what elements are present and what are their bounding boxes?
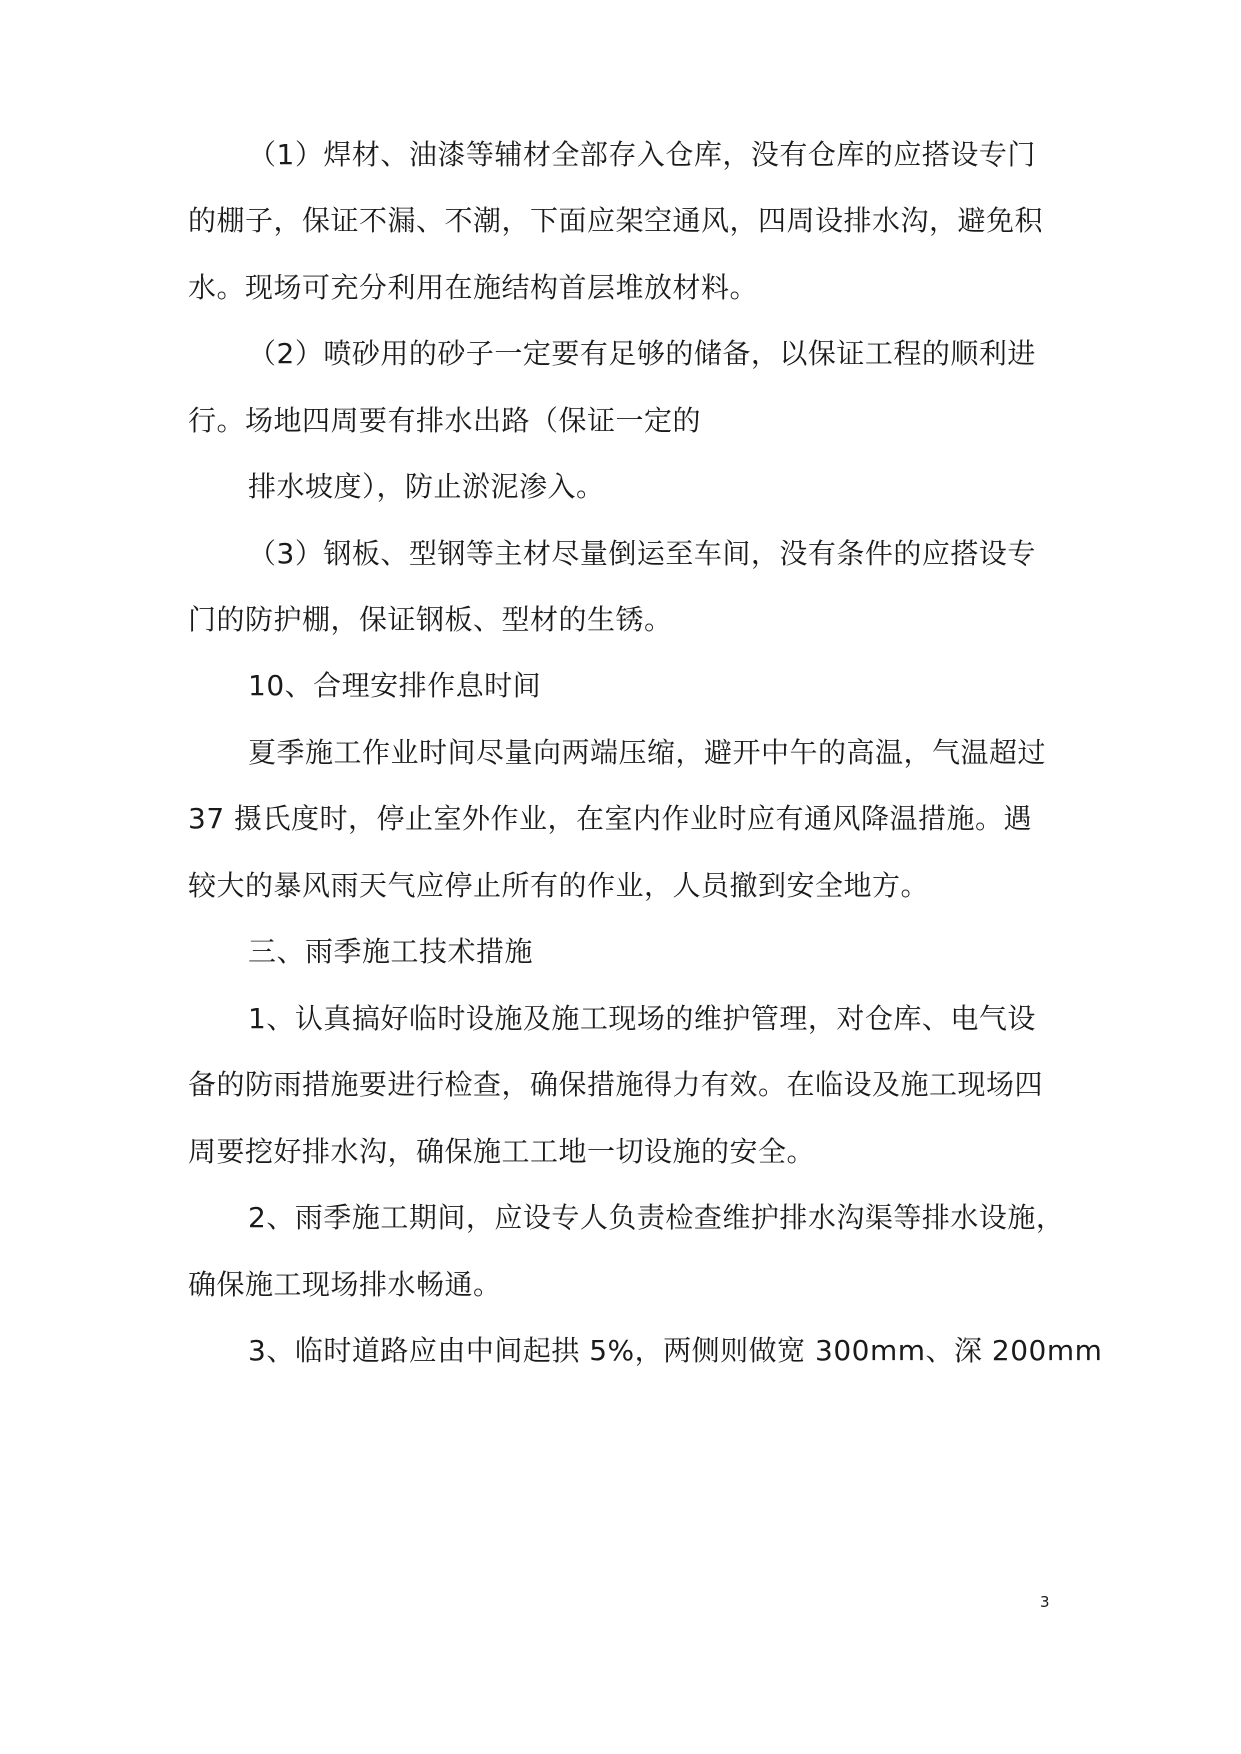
text-line: （1）焊材、油漆等辅材全部存入仓库，没有仓库的应搭设专门 [248, 138, 1036, 171]
text-line: 排水坡度），防止淤泥渗入。 [248, 470, 605, 503]
text-line: 行。场地四周要有排水出路（保证一定的 [188, 404, 702, 437]
text-line: 较大的暴风雨天气应停止所有的作业，人员撤到安全地方。 [188, 869, 930, 902]
page-number: 3 [1040, 1593, 1050, 1611]
text-line: （3）钢板、型钢等主材尽量倒运至车间，没有条件的应搭设专 [248, 537, 1036, 570]
text-line: 周要挖好排水沟，确保施工工地一切设施的安全。 [188, 1135, 816, 1168]
text-line: 2、雨季施工期间，应设专人负责检查维护排水沟渠等排水设施， [248, 1201, 1065, 1234]
section-heading: 10、合理安排作息时间 [248, 669, 542, 702]
section-heading: 三、雨季施工技术措施 [248, 935, 534, 968]
text-line: 水。现场可充分利用在施结构首层堆放材料。 [188, 271, 759, 304]
text-line: 确保施工现场排水畅通。 [188, 1268, 502, 1301]
text-line: 备的防雨措施要进行检查，确保措施得力有效。在临设及施工现场四 [188, 1068, 1044, 1101]
text-line: 37 摄氏度时，停止室外作业，在室内作业时应有通风降温措施。遇 [188, 802, 1033, 835]
text-line: 3、临时道路应由中间起拱 5%，两侧则做宽 300mm、深 200mm [248, 1334, 1103, 1367]
text-line: 夏季施工作业时间尽量向两端压缩，避开中午的高温，气温超过 [248, 736, 1047, 769]
text-line: （2）喷砂用的砂子一定要有足够的储备，以保证工程的顺利进 [248, 337, 1036, 370]
text-line: 的棚子，保证不漏、不潮，下面应架空通风，四周设排水沟，避免积 [188, 204, 1044, 237]
text-line: 1、认真搞好临时设施及施工现场的维护管理，对仓库、电气设 [248, 1002, 1036, 1035]
text-line: 门的防护棚，保证钢板、型材的生锈。 [188, 603, 673, 636]
